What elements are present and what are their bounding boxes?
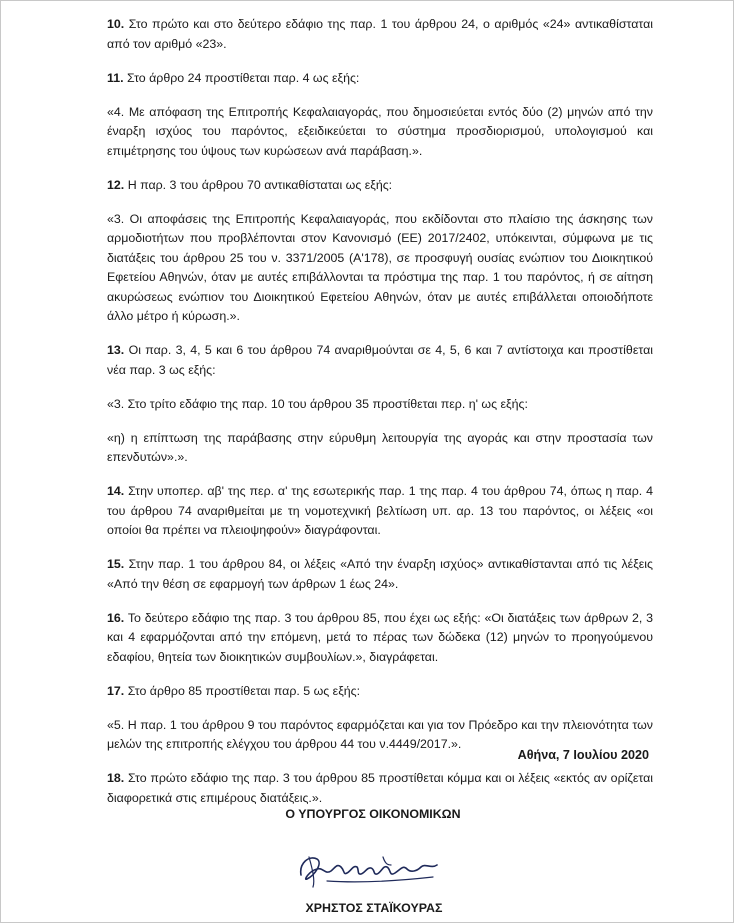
paragraph-14: 14. Στην υποπερ. αβ' της περ. α' της εσωτερικής παρ. 1 της παρ. 4 του άρθρου 74, όπως η παρ. 4 του άρθρου 74 αναριθμείται με τη νομοτεχνική βελτίωση υπ. αρ. 13 του παρόντος, οι λέξεις «οι οποίοι θα πρέπει να πλειοψηφούν» διαγράφονται. <box>107 484 653 537</box>
quote-item-eta: «η) η επίπτωση της παράβασης στην εύρυθμη λειτουργία της αγοράς και στην προστασία των επενδυτών».». <box>107 430 653 464</box>
paragraph-16: 16. Το δεύτερο εδάφιο της παρ. 3 του άρθρου 85, που έχει ως εξής: «Οι διατάξεις των άρθρων 2, 3 και 4 εφαρμόζονται από την επόμενη, μετά το πέρας των δώδεκα (12) μηνών το προηγούμενου εδαφίου, θητεία των διοικητικών συμβουλίων.», διαγράφεται. <box>107 610 654 664</box>
signing-date: Αθήνα, 7 Ιουλίου 2020 <box>517 748 649 762</box>
paragraph-15: 15. Στην παρ. 1 του άρθρου 84, οι λέξεις «Από την έναρξη ισχύος» αντικαθίστανται από τις λέξεις «Από την θέση σε εφαρμογή των άρθρων 1 έως 24». <box>107 557 653 591</box>
paragraph-12: 12. Η παρ. 3 του άρθρου 70 αντικαθίσταται ως εξής: <box>107 177 393 192</box>
minister-title: Ο ΥΠΟΥΡΓΟΣ ΟΙΚΟΝΟΜΙΚΩΝ <box>285 807 461 821</box>
quote-paragraph-5: «5. Η παρ. 1 του άρθρου 9 του παρόντος εφαρμόζεται και για τον Πρόεδρο και την πλειονότητα των μελών της επιτροπής ελέγχου του άρθρου 44 του ν.4449/2017.». <box>107 717 653 751</box>
minister-name: ΧΡΗΣΤΟΣ ΣΤΑΪΚΟΥΡΑΣ <box>305 901 443 915</box>
handwritten-signature <box>287 841 447 895</box>
paragraph-17: 17. Στο άρθρο 85 προστίθεται παρ. 5 ως εξής: <box>107 683 361 698</box>
paragraph-11: 11. Στο άρθρο 24 προστίθεται παρ. 4 ως εξής: <box>107 70 360 85</box>
paragraph-10: 10. Στο πρώτο και στο δεύτερο εδάφιο της παρ. 1 του άρθρου 24, ο αριθμός «24» αντικαθίσταται από τον αριθμό «23». <box>107 17 653 51</box>
paragraph-13: 13. Οι παρ. 3, 4, 5 και 6 του άρθρου 74 αναριθμούνται σε 4, 5, 6 και 7 αντίστοιχα και προστίθεται νέα παρ. 3 ως εξής: <box>107 343 653 377</box>
document-body <box>107 15 653 823</box>
quote-paragraph-3: «3. Οι αποφάσεις της Επιτροπής Κεφαλαιαγοράς, που εκδίδονται στο πλαίσιο της άσκησης των αρμοδιοτήτων που προβλέπονται στον Κανονισμό (ΕΕ) 2017/2402, υπόκεινται, σύμφωνα με τις διατάξεις του άρθρου 25 του ν. 3371/2005 (Α'178), σε προσφυγή ουσίας ενώπιον του Διοικητικού Εφετείου Αθηνών, όταν με αυτές επιβάλλονται τα πρόστιμα της παρ. 1 του παρόντος, ή σε αίτηση ακυρώσεως ενώπιον του Διοικητικού Εφετείου Αθηνών, όταν με αυτές επιβάλλεται οποιοδήποτε άλλο μέτρο ή κύρωση.». <box>107 211 653 323</box>
paragraph-18: 18. Στο πρώτο εδάφιο της παρ. 3 του άρθρου 85 προστίθεται κόμμα και οι λέξεις «εκτός αν ορίζεται διαφορετικά στις επιμέρους διατάξεις.». <box>107 771 653 805</box>
quote-paragraph-4: «4. Με απόφαση της Επιτροπής Κεφαλαιαγοράς, που δημοσιεύεται εντός δύο (2) μηνών από την έναρξη ισχύος του παρόντος, εξειδικεύεται το σύστημα προσδιορισμού, υπολογισμού και επιμέτρησης του ύψους των κυρώσεων ανά παράβαση.». <box>107 104 653 158</box>
quote-paragraph-3-amend: «3. Στο τρίτο εδάφιο της παρ. 10 του άρθρου 35 προστίθεται περ. η' ως εξής: <box>107 396 528 411</box>
